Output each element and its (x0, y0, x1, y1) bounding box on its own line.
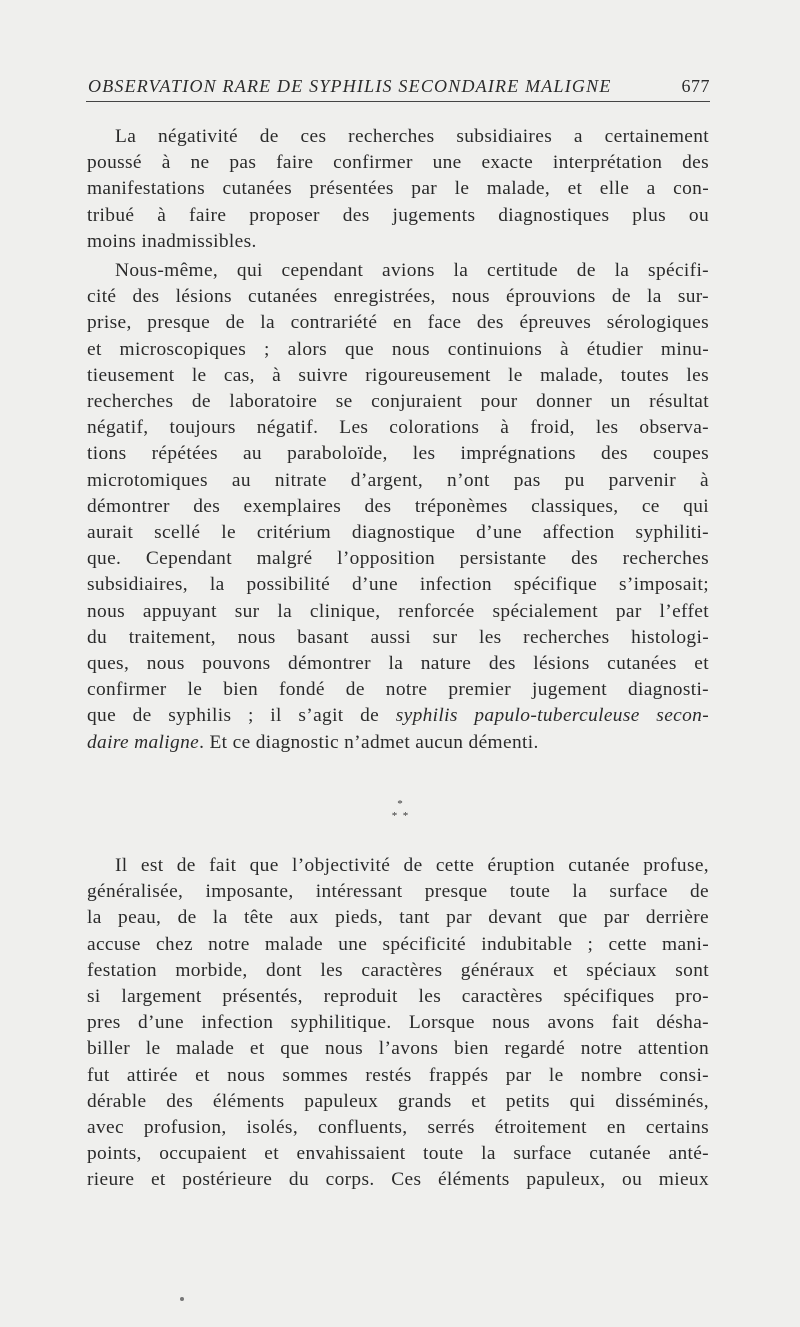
paragraph-1 (87, 124, 709, 255)
text-line: du traitement, nous basant aussi sur les recherches histologi- (87, 626, 709, 648)
text-run: que de syphilis ; il s’agit de (87, 705, 396, 727)
text-line: confirmer le bien fondé de notre premier jugement diagnosti- (87, 679, 709, 701)
text-line: festation morbide, dont les caractères généraux et spéciaux sont (87, 959, 709, 981)
text-line: subsidiaires, la possibilité d’une infection spécifique s’imposait; (87, 574, 709, 596)
text-line: dérable des éléments papuleux grands et petits qui disséminés, (87, 1090, 709, 1112)
text-line: négatif, toujours négatif. Les colorations à froid, les observa- (87, 417, 709, 439)
text-line: la peau, de la tête aux pieds, tant par devant que par derrière (87, 907, 709, 929)
text-line: démontrer des exemplaires des tréponèmes classiques, ce qui (87, 495, 709, 517)
text-line: tions répétées au paraboloïde, les imprégnations des coupes (87, 443, 709, 465)
text-line: Il est de fait que l’objectivité de cette éruption cutanée profuse, (115, 855, 709, 876)
section-break-asterism (380, 798, 420, 830)
text-line: manifestations cutanées présentées par le malade, et elle a con- (87, 178, 709, 200)
text-line: recherches de laboratoire se conjuraient pour donner un résultat (87, 391, 709, 413)
header-rule (86, 101, 710, 102)
text-line: généralisée, imposante, intéressant presque toute la surface de (87, 881, 709, 903)
text-line: Nous-même, qui cependant avions la certitude de la spécifi- (115, 260, 709, 281)
text-line: microtomiques au nitrate d’argent, n’ont pas pu parvenir à (87, 469, 709, 491)
italic-diagnosis: syphilis papulo-tuberculeuse secon- (395, 705, 710, 727)
text-line: aurait scellé le critérium diagnostique d’une affection syphiliti- (87, 522, 709, 544)
text-line: fut attirée et nous sommes restés frappés par le nombre consi- (87, 1064, 709, 1086)
asterism-bottom: * * (391, 810, 409, 822)
text-line: nous appuyant sur la clinique, renforcée spécialement par l’effet (87, 600, 709, 622)
text-line: tribué à faire proposer des jugements diagnostiques plus ou (87, 204, 709, 226)
text-line: prise, presque de la contrariété en face des épreuves sérologiques (87, 312, 709, 334)
asterism-top: * (397, 798, 403, 810)
paper-speck (180, 1297, 184, 1301)
text-line: pres d’une infection syphilitique. Lorsque nous avons fait désha- (87, 1012, 709, 1034)
text-line: et microscopiques ; alors que nous continuions à étudier minu- (87, 338, 709, 360)
text-line: ques, nous pouvons démontrer la nature des lésions cutanées et (87, 653, 709, 675)
text-line: accuse chez notre malade une spécificité indubitable ; cette mani- (87, 933, 709, 955)
text-line: rieure et postérieure du corps. Ces éléments papuleux, ou mieux (87, 1169, 709, 1191)
text-line: que. Cependant malgré l’opposition persistante des recherches (87, 548, 709, 570)
text-line: avec profusion, isolés, confluents, serrés étroitement en certains (87, 1117, 709, 1139)
paragraph-3 (87, 853, 709, 1194)
paragraph-2 (87, 258, 709, 756)
text-line: points, occupaient et envahissaient toute la surface cutanée anté- (87, 1143, 709, 1165)
text-line: si largement présentés, reproduit les caractères spécifiques pro- (87, 986, 709, 1008)
text-line: biller le malade et que nous l’avons bien regardé notre attention (87, 1038, 709, 1060)
page-number: 677 (681, 76, 710, 96)
italic-diagnosis: daire maligne (87, 731, 200, 753)
text-line: La négativité de ces recherches subsidiaires a certainement (115, 126, 709, 147)
running-title: OBSERVATION RARE DE SYPHILIS SECONDAIRE MALIGNE (88, 76, 612, 96)
text-run: . Et ce diagnostic n’admet aucun démenti. (199, 731, 539, 753)
text-line (87, 730, 709, 756)
text-line: poussé à ne pas faire confirmer une exacte interprétation des (87, 152, 709, 174)
text-line: tieusement le cas, à suivre rigoureusement le malade, toutes les (87, 364, 709, 386)
text-line (87, 703, 709, 729)
text-line: cité des lésions cutanées enregistrées, nous éprouvions de la sur- (87, 286, 709, 308)
text-line: moins inadmissibles. (87, 230, 257, 252)
